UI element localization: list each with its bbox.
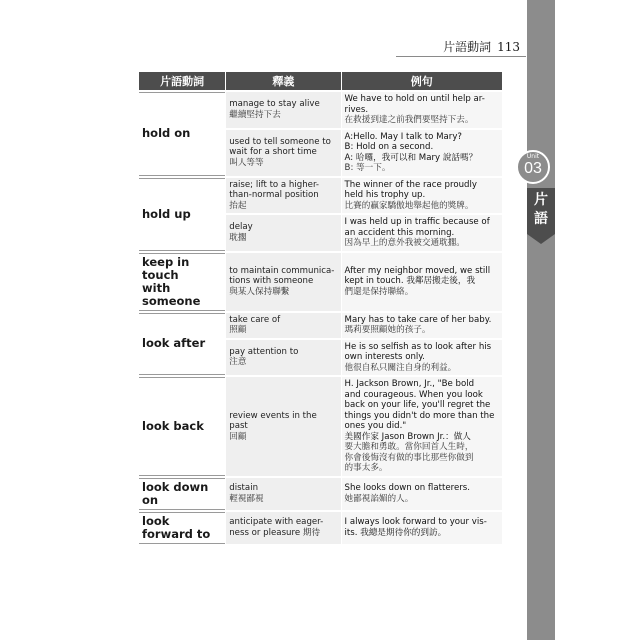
text-line: 美國作家 Jason Brown Jr.：做人 [344,431,471,442]
text-line: raise; lift to a higher- [229,179,320,190]
meaning-cell [226,377,340,476]
text-line: 抬起 [229,200,247,211]
table-row [139,253,502,311]
header-rule [396,56,526,57]
text-line: We have to hold on until help ar- [344,94,485,104]
chapter-label-text [534,192,548,227]
unit-number: 03 [524,160,542,177]
meaning-cell [226,340,340,376]
chapter-label [527,188,555,234]
text-line: tions with someone [229,276,314,287]
text-line: The winner of the race proudly [344,179,477,190]
text-line: 在救援到達之前我們要堅持下去。 [344,115,474,125]
text-line: 耽擱 [229,232,247,243]
text-line: than-normal position [229,190,319,200]
meaning-cell [226,478,340,510]
text-line: A: 哈囉，我可以和 Mary 說話嗎？ [344,152,478,163]
text-line: wait for a short time [229,147,317,158]
text-line: manage to stay alive [229,99,320,110]
text-line: Mary has to take care of her baby. [344,314,492,325]
text-line: H. Jackson Brown, Jr., "Be bold [344,379,475,389]
text-line: 他很自私只關注自身的利益。 [344,362,457,373]
text-line: 叫人等等 [229,157,264,168]
text-line: past [229,421,248,431]
text-line: He is so selfish as to look after his [344,341,492,352]
text-line: anticipate with eager- [229,517,324,527]
text-line: to maintain communica- [229,265,335,276]
table-row [139,512,502,544]
text-line: keep in touch [142,254,190,282]
text-line: 們還是保持聯絡。 [344,286,414,297]
table-header-row [139,72,502,90]
example-cell [342,313,502,338]
example-cell [342,178,502,214]
phrase-cell: hold up [139,178,225,251]
table-row [139,92,502,128]
phrase-cell: look back [139,377,225,476]
text-line: 回顧 [229,431,247,442]
column-header-example: 例句 [342,72,502,90]
phrase-cell: look forward to [139,512,225,544]
example-cell [342,478,502,510]
meaning-cell [226,215,340,251]
text-line: She looks down on flatterers. [344,483,470,493]
text-line: take care of [229,314,281,325]
phrase-cell: hold on [139,92,225,176]
unit-label: Unit [526,153,540,160]
text-line: I always look forward to your vis- [344,517,487,527]
phrase-cell [139,253,225,311]
example-cell [342,340,502,376]
text-line: B: 等一下。 [344,163,391,173]
table-body [139,92,502,544]
text-line: used to tell someone to [229,136,331,147]
meaning-cell [226,130,340,176]
text-line: kept in touch. 我鄰居搬走後，我 [344,276,476,287]
table-row [139,178,502,214]
header-title: 片語動詞 [443,40,492,54]
text-line: 的事太多。 [344,463,388,473]
page-number: 113 [497,40,520,54]
running-header [420,38,520,55]
meaning-cell [226,512,340,544]
text-line: things you didn't do more than the [344,410,495,421]
text-line: After my neighbor moved, we still [344,265,491,276]
column-header-meaning: 釋義 [226,72,340,90]
text-line: own interests only. [344,352,425,362]
text-line: B: Hold on a second. [344,142,434,152]
text-line: an accident this morning. [344,227,455,238]
text-line: ness or pleasure 期待 [229,527,321,538]
example-cell [342,215,502,251]
example-cell [342,253,502,311]
chapter-side-tab [527,0,555,640]
text-line: 比賽的贏家驕傲地舉起他的獎牌。 [344,200,474,211]
meaning-cell [226,92,340,128]
text-line: 瑪莉要照顧她的孩子。 [344,325,431,335]
text-line: pay attention to [229,346,299,357]
example-cell [342,130,502,176]
text-line: review events in the [229,410,317,421]
text-line: 照顧 [229,325,247,335]
example-cell [342,512,502,544]
text-line: 與某人保持聯繫 [229,286,290,297]
text-line: delay [229,222,253,233]
text-line: 輕視鄙視 [229,493,264,504]
phrasal-verb-table [138,70,503,546]
unit-badge [516,150,550,184]
text-line: back on your life, you'll regret the [344,400,491,410]
text-line: and courageous. When you look [344,389,483,400]
text-line: 繼續堅持下去 [229,109,281,120]
phrase-cell: look after [139,313,225,376]
text-line: distain [229,483,259,493]
table-row [139,377,502,476]
text-line: held his trophy up. [344,190,426,200]
column-header-phrase: 片語動詞 [139,72,225,90]
text-line: 你會後悔沒有做的事比那些你做到 [344,452,474,463]
text-line: 她鄙視諂媚的人。 [344,493,414,504]
text-line: 因為早上的意外我被交通耽擱。 [344,238,465,248]
table-row [139,478,502,510]
text-line: A:Hello. May I talk to Mary? [344,131,462,142]
text-line: 要大膽和勇敢。當你回首人生時， [344,442,474,452]
chapter-label-chars: 片語 [534,192,548,227]
text-line: 注意 [229,357,247,368]
text-line: I was held up in traffic because of [344,217,490,227]
example-cell [342,377,502,476]
phrase-cell: look down on [139,478,225,510]
example-cell [342,92,502,128]
text-line: ones you did." [344,421,407,431]
tab-pointer [527,234,555,244]
meaning-cell [226,313,340,338]
table-row [139,313,502,338]
text-line: rives. [344,104,369,115]
text-line: with someone [142,280,201,308]
text-line: its. 我總是期待你的到訪。 [344,527,447,538]
meaning-cell [226,178,340,214]
meaning-cell [226,253,340,311]
